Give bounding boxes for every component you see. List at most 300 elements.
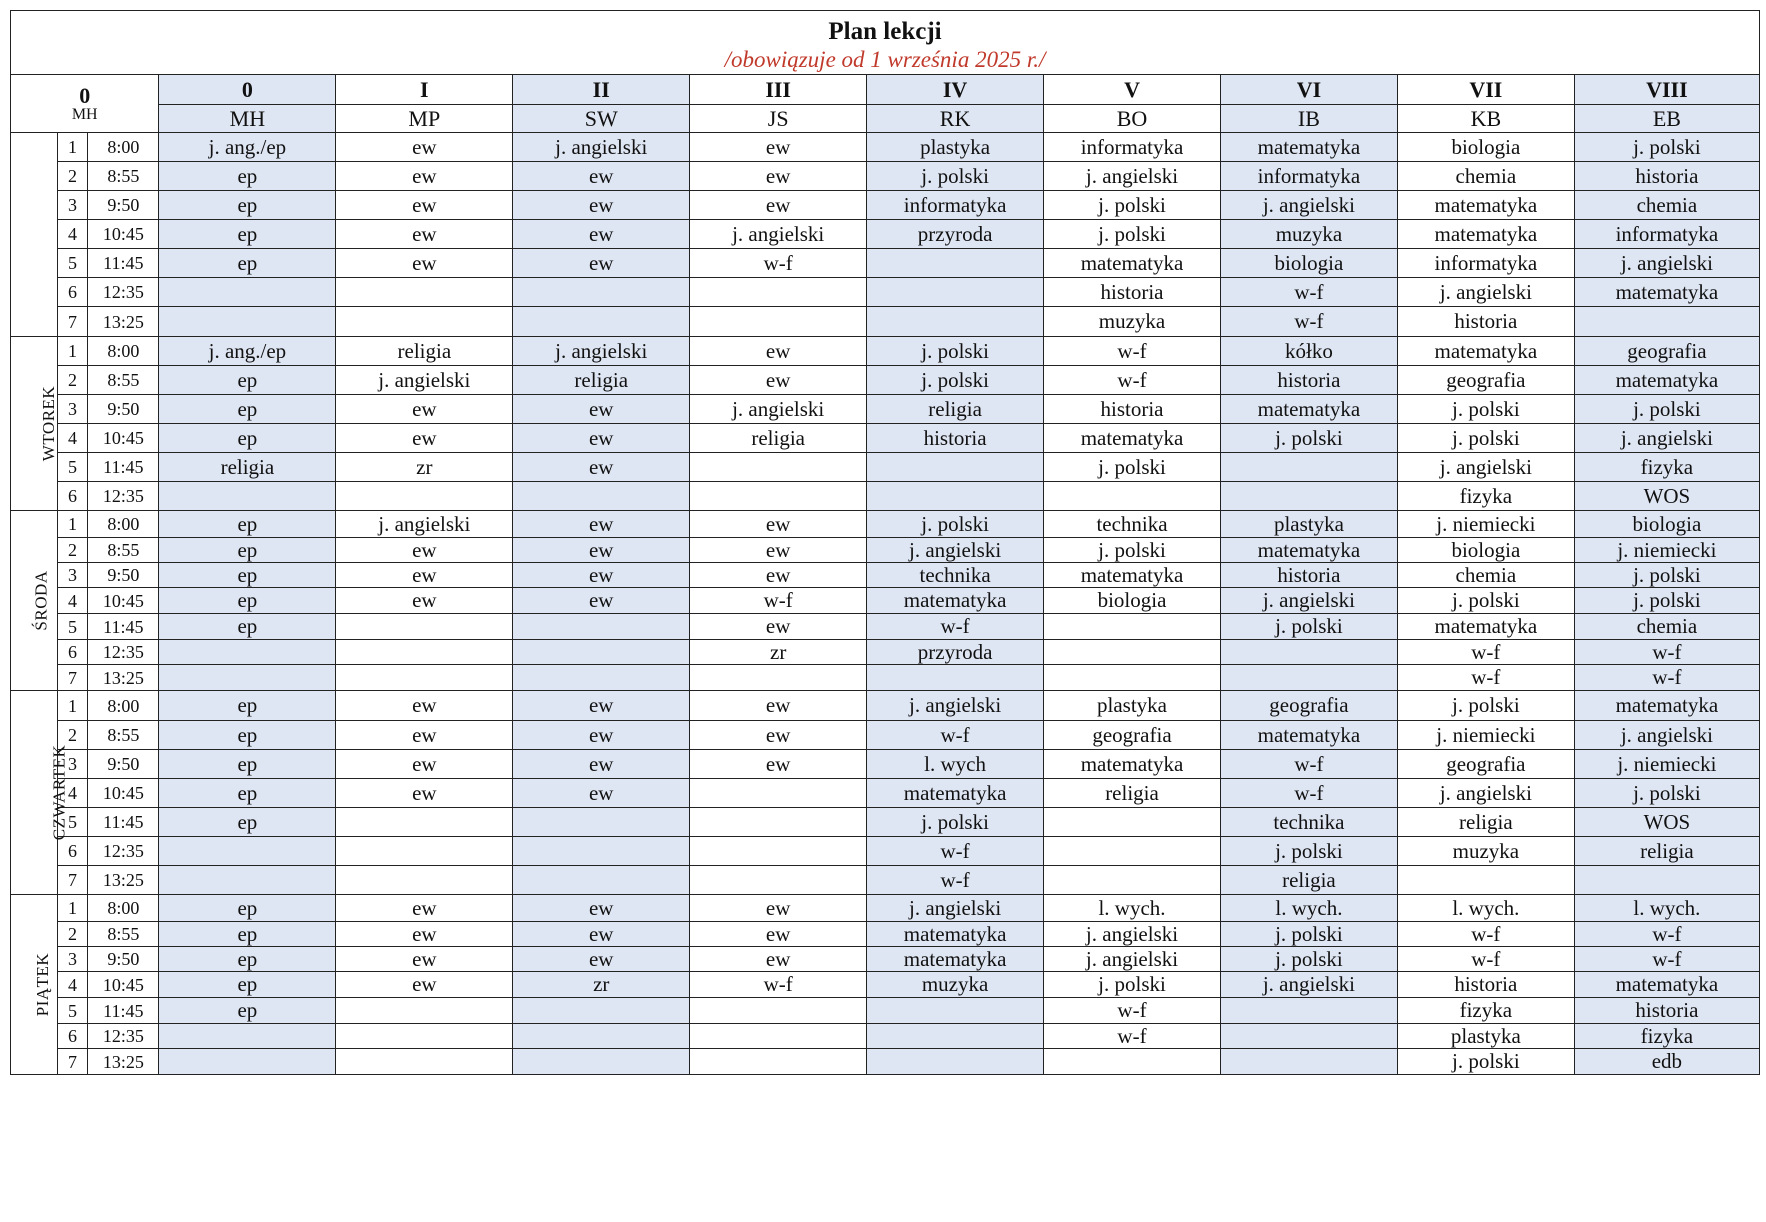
subject-cell [159,866,336,895]
lesson-row [11,972,1760,998]
lesson-row [11,453,1760,482]
subject-cell: ew [513,249,690,278]
class-teacher-header: IB [1220,105,1397,133]
subject-cell [336,307,513,337]
lesson-time: 10:45 [88,588,159,614]
subject-cell: j. angielski [1220,588,1397,614]
subject-cell: j. angielski [867,691,1044,721]
subject-cell: j. angielski [867,538,1044,563]
lesson-number: 6 [57,482,88,511]
class-teacher-header: MH [159,105,336,133]
subject-cell: matematyka [1397,191,1574,220]
subject-cell: chemia [1397,563,1574,588]
subject-cell [1044,665,1221,691]
subject-cell: j. angielski [1397,453,1574,482]
subject-cell [867,307,1044,337]
subject-cell: matematyka [1574,278,1759,307]
subject-cell: przyroda [867,640,1044,665]
validity-note: /obowiązuje od 1 września 2025 r./ [724,46,1046,72]
lesson-time: 11:45 [88,998,159,1024]
subject-cell [513,1024,690,1049]
subject-cell: kółko [1220,337,1397,366]
lesson-time: 9:50 [88,947,159,972]
lesson-time: 8:55 [88,366,159,395]
subject-cell: l. wych. [1397,895,1574,922]
subject-cell: biologia [1574,511,1759,538]
subject-cell [336,1049,513,1075]
subject-cell: w-f [1397,922,1574,947]
lesson-time: 13:25 [88,1049,159,1075]
subject-cell: ep [159,972,336,998]
subject-cell [513,482,690,511]
subject-cell: geografia [1220,691,1397,721]
subject-cell: j. polski [867,511,1044,538]
subject-cell: w-f [690,588,867,614]
subject-cell: religia [159,453,336,482]
subject-cell: ep [159,191,336,220]
subject-cell: w-f [1220,278,1397,307]
class-teacher-header: SW [513,105,690,133]
subject-cell [867,665,1044,691]
subject-cell: ep [159,563,336,588]
lesson-row [11,837,1760,866]
subject-cell: j. polski [867,162,1044,191]
lesson-number: 3 [57,750,88,779]
lesson-row [11,779,1760,808]
lesson-row [11,691,1760,721]
lesson-row [11,133,1760,162]
subject-cell: ew [513,424,690,453]
subject-cell: ew [513,395,690,424]
subject-cell [1220,640,1397,665]
subject-cell: ep [159,424,336,453]
subject-cell: historia [1574,162,1759,191]
subject-cell [336,614,513,640]
lesson-row [11,249,1760,278]
subject-cell [336,665,513,691]
subject-cell: j. polski [1397,424,1574,453]
title-cell [11,11,1760,75]
subject-cell: matematyka [1220,538,1397,563]
lesson-number: 4 [57,588,88,614]
lesson-row [11,665,1760,691]
subject-cell: ew [513,691,690,721]
class-number-header: V [1044,75,1221,105]
subject-cell: ew [336,249,513,278]
subject-cell: ew [513,895,690,922]
subject-cell [513,998,690,1024]
subject-cell: historia [1574,998,1759,1024]
lesson-time: 12:35 [88,837,159,866]
lesson-number: 2 [57,922,88,947]
subject-cell: ew [336,922,513,947]
subject-cell: matematyka [1044,563,1221,588]
subject-cell: j. angielski [513,133,690,162]
lesson-number: 2 [57,162,88,191]
subject-cell: j. polski [1574,588,1759,614]
lesson-number: 5 [57,808,88,837]
lesson-row [11,895,1760,922]
subject-cell: w-f [867,721,1044,750]
subject-cell: w-f [690,249,867,278]
lesson-row [11,922,1760,947]
subject-cell: technika [1220,808,1397,837]
subject-cell: ew [690,366,867,395]
subject-cell: muzyka [1220,220,1397,249]
lesson-time: 12:35 [88,640,159,665]
day-label-cell [11,511,58,691]
lesson-number: 5 [57,614,88,640]
subject-cell: j. polski [1397,691,1574,721]
subject-cell: plastyka [1397,1024,1574,1049]
lesson-number: 4 [57,972,88,998]
subject-cell: j. angielski [1044,162,1221,191]
subject-cell: j. angielski [1574,424,1759,453]
subject-cell: l. wych [867,750,1044,779]
subject-cell: w-f [1397,640,1574,665]
lesson-row [11,1024,1760,1049]
subject-cell: ew [336,721,513,750]
lesson-number: 7 [57,1049,88,1075]
subject-cell: matematyka [867,779,1044,808]
subject-cell: ew [690,337,867,366]
lesson-number: 5 [57,998,88,1024]
subject-cell [336,1024,513,1049]
lesson-row [11,750,1760,779]
subject-cell: j. polski [867,366,1044,395]
subject-cell [513,307,690,337]
lesson-row [11,424,1760,453]
lesson-time: 8:55 [88,538,159,563]
subject-cell: informatyka [867,191,1044,220]
lesson-number: 1 [57,895,88,922]
lesson-number: 3 [57,563,88,588]
subject-cell [1044,614,1221,640]
subject-cell: historia [1220,366,1397,395]
subject-cell: WOS [1574,482,1759,511]
subject-cell: j. polski [1574,779,1759,808]
subject-cell: biologia [1397,133,1574,162]
subject-cell [513,1049,690,1075]
subject-cell: matematyka [1220,395,1397,424]
lesson-time: 8:55 [88,721,159,750]
subject-cell: ew [336,563,513,588]
lesson-number: 3 [57,395,88,424]
subject-cell: ew [336,133,513,162]
subject-cell [513,808,690,837]
subject-cell: l. wych. [1574,895,1759,922]
subject-cell [690,837,867,866]
subject-cell: ep [159,538,336,563]
subject-cell [1044,808,1221,837]
lesson-row [11,563,1760,588]
lesson-row [11,947,1760,972]
lesson-time: 11:45 [88,249,159,278]
lesson-row [11,395,1760,424]
subject-cell: ew [690,191,867,220]
subject-cell [513,278,690,307]
subject-cell [336,866,513,895]
lesson-time: 10:45 [88,779,159,808]
subject-cell: ep [159,162,336,191]
subject-cell: ew [513,162,690,191]
subject-cell: ew [513,750,690,779]
lesson-row [11,998,1760,1024]
lesson-time: 9:50 [88,750,159,779]
subject-cell: j. polski [1574,395,1759,424]
subject-cell: informatyka [1044,133,1221,162]
lesson-time: 13:25 [88,307,159,337]
subject-cell: religia [690,424,867,453]
lesson-row [11,220,1760,249]
subject-cell: j. polski [1574,133,1759,162]
subject-cell [513,640,690,665]
subject-cell [513,837,690,866]
subject-cell: WOS [1574,808,1759,837]
subject-cell: matematyka [1397,614,1574,640]
day-name: PIĄTEK [33,952,53,1017]
lesson-time: 8:55 [88,162,159,191]
subject-cell: j. niemiecki [1574,750,1759,779]
subject-cell: j. angielski [1220,191,1397,220]
subject-cell: ep [159,998,336,1024]
subject-cell: religia [867,395,1044,424]
subject-cell: w-f [1574,665,1759,691]
lesson-row [11,337,1760,366]
lesson-time: 11:45 [88,808,159,837]
subject-cell: ew [513,453,690,482]
lesson-time: 12:35 [88,1024,159,1049]
lesson-row [11,588,1760,614]
subject-cell: j. polski [1397,395,1574,424]
subject-cell: ep [159,779,336,808]
subject-cell: j. angielski [1220,972,1397,998]
subject-cell: l. wych. [1220,895,1397,922]
day-label-cell [11,895,58,1075]
subject-cell: biologia [1220,249,1397,278]
subject-cell: technika [867,563,1044,588]
subject-cell [159,1049,336,1075]
timetable [10,10,1760,1075]
subject-cell [513,866,690,895]
lesson-time: 11:45 [88,453,159,482]
lesson-number: 2 [57,721,88,750]
subject-cell: w-f [1397,665,1574,691]
subject-cell: matematyka [1220,721,1397,750]
subject-cell: historia [1397,972,1574,998]
subject-cell: ep [159,750,336,779]
subject-cell [690,482,867,511]
subject-cell: ew [513,947,690,972]
subject-cell: ep [159,366,336,395]
subject-cell [159,665,336,691]
subject-cell: ew [513,721,690,750]
day-name: WTOREK [39,385,59,462]
subject-cell [1220,1024,1397,1049]
subject-cell: ew [513,563,690,588]
subject-cell: matematyka [1574,366,1759,395]
subject-cell [336,482,513,511]
subject-cell: w-f [1220,779,1397,808]
lesson-time: 8:55 [88,922,159,947]
subject-cell: j. angielski [690,220,867,249]
subject-cell: muzyka [1044,307,1221,337]
class-teacher-header: JS [690,105,867,133]
subject-cell [1044,866,1221,895]
lesson-time: 13:25 [88,665,159,691]
subject-cell: j. polski [1397,1049,1574,1075]
corner-class-number: 0 [79,82,91,108]
subject-cell: historia [867,424,1044,453]
subject-cell: ew [336,395,513,424]
subject-cell: ew [690,614,867,640]
class-teacher-header: RK [867,105,1044,133]
subject-cell: ew [690,895,867,922]
subject-cell [336,998,513,1024]
subject-cell: j. polski [867,337,1044,366]
lesson-time: 11:45 [88,614,159,640]
subject-cell: j. polski [1044,538,1221,563]
day-label-cell [11,133,58,337]
subject-cell [690,866,867,895]
lesson-number: 7 [57,307,88,337]
lesson-time: 9:50 [88,191,159,220]
subject-cell [690,453,867,482]
lesson-time: 9:50 [88,395,159,424]
subject-cell: j. polski [1044,191,1221,220]
subject-cell: ep [159,808,336,837]
subject-cell: religia [1397,808,1574,837]
lesson-time: 8:00 [88,511,159,538]
subject-cell [1397,866,1574,895]
subject-cell: ew [336,947,513,972]
subject-cell: w-f [1044,337,1221,366]
subject-cell: historia [1397,307,1574,337]
subject-cell: j. niemiecki [1574,538,1759,563]
lesson-row [11,307,1760,337]
subject-cell [159,278,336,307]
lesson-number: 1 [57,133,88,162]
subject-cell: ep [159,395,336,424]
class-teacher-header: BO [1044,105,1221,133]
subject-cell [690,307,867,337]
subject-cell: historia [1220,563,1397,588]
lesson-number: 6 [57,278,88,307]
subject-cell: ep [159,249,336,278]
subject-cell: fizyka [1397,482,1574,511]
day-label-cell [11,337,58,511]
subject-cell: religia [1044,779,1221,808]
class-number-header: I [336,75,513,105]
subject-cell: matematyka [1044,750,1221,779]
subject-cell: j. angielski [513,337,690,366]
subject-cell [1044,837,1221,866]
subject-cell: j. polski [1220,614,1397,640]
lesson-number: 6 [57,837,88,866]
class-teacher-header: EB [1574,105,1759,133]
lesson-number: 5 [57,453,88,482]
day-label-cell [11,691,69,895]
subject-cell [336,808,513,837]
subject-cell: j. angielski [690,395,867,424]
lesson-number: 1 [57,337,88,366]
class-teacher-header: KB [1397,105,1574,133]
subject-cell: matematyka [1220,133,1397,162]
subject-cell: ew [513,922,690,947]
lesson-number: 1 [57,511,88,538]
subject-cell [513,614,690,640]
lesson-row [11,640,1760,665]
subject-cell [1574,866,1759,895]
subject-cell: j. angielski [867,895,1044,922]
subject-cell [867,1024,1044,1049]
subject-cell: j. polski [1044,972,1221,998]
lesson-time: 10:45 [88,972,159,998]
lesson-time: 10:45 [88,220,159,249]
subject-cell: w-f [867,614,1044,640]
subject-cell: ew [513,588,690,614]
class-teacher-header: MP [336,105,513,133]
subject-cell: chemia [1397,162,1574,191]
subject-cell: biologia [1044,588,1221,614]
subject-cell: historia [1044,278,1221,307]
subject-cell: plastyka [1044,691,1221,721]
class-number-header: II [513,75,690,105]
subject-cell: j. polski [1397,588,1574,614]
lesson-row [11,191,1760,220]
lesson-row [11,278,1760,307]
subject-cell: matematyka [867,588,1044,614]
subject-cell: ew [690,133,867,162]
subject-cell: ep [159,922,336,947]
lesson-time: 8:00 [88,337,159,366]
subject-cell: historia [1044,395,1221,424]
lesson-number: 2 [57,538,88,563]
lesson-row [11,614,1760,640]
subject-cell [159,640,336,665]
subject-cell: j. angielski [1574,249,1759,278]
subject-cell: w-f [867,837,1044,866]
subject-cell [867,482,1044,511]
subject-cell: ew [690,750,867,779]
subject-cell: w-f [1044,998,1221,1024]
subject-cell: j. polski [1220,837,1397,866]
subject-cell: w-f [1574,640,1759,665]
class-number-header: VIII [1574,75,1759,105]
subject-cell: ep [159,220,336,249]
subject-cell: ew [513,191,690,220]
subject-cell: w-f [1220,307,1397,337]
lesson-number: 1 [57,691,88,721]
lesson-row [11,482,1760,511]
subject-cell: matematyka [1044,249,1221,278]
subject-cell: ew [690,538,867,563]
subject-cell: ep [159,895,336,922]
lesson-number: 7 [57,866,88,895]
subject-cell: ep [159,511,336,538]
subject-cell: ew [690,947,867,972]
class-number-header: VI [1220,75,1397,105]
subject-cell: ew [336,424,513,453]
subject-cell: plastyka [1220,511,1397,538]
subject-cell: informatyka [1574,220,1759,249]
subject-cell [690,998,867,1024]
subject-cell [1574,307,1759,337]
class-number-header: VII [1397,75,1574,105]
subject-cell: religia [1574,837,1759,866]
subject-cell [159,307,336,337]
subject-cell [159,482,336,511]
